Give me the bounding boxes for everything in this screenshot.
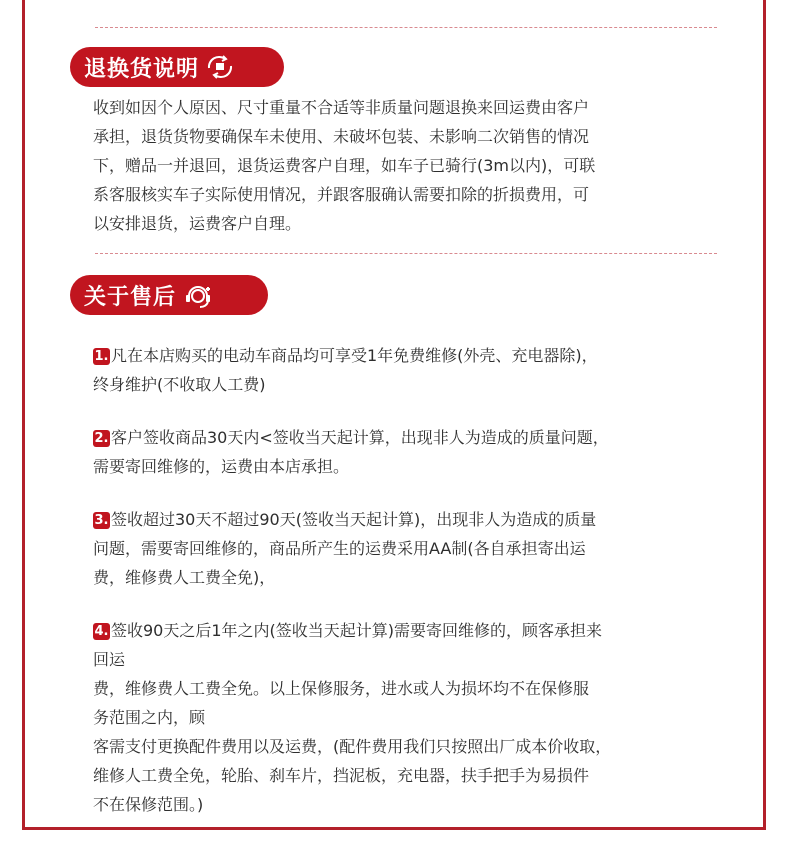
customer-service-headset-icon [182,281,214,309]
after-sales-item-2 [93,423,713,481]
returns-line: 系客服核实车子实际使用情况，并跟客服确认需要扣除的折损费用，可 [93,185,590,204]
after-sales-item-1 [93,341,713,399]
item-text: 客需支付更换配件费用以及运费，(配件费用我们只按照出厂成本价收取， [93,737,612,756]
item-text: 费，维修费人工费全免)， [93,568,276,587]
divider-middle [95,253,717,254]
item-text: 回运 [93,650,126,669]
after-sales-title: 关于售后 [84,284,177,310]
item-text: 客户签收商品30天内<签收当天起计算，出现非人为造成的质量问题， [111,428,609,447]
returns-title: 退换货说明 [84,56,200,82]
item-text: 不在保修范围。) [93,795,204,814]
item-number-badge: 4. [94,624,109,639]
returns-line: 收到如因个人原因、尺寸重量不合适等非质量问题退换来回运费由客户 [93,98,590,117]
after-sales-item-4 [93,616,713,819]
exchange-box-icon [205,54,235,80]
item-text: 签收超过30天不超过90天(签收当天起计算)，出现非人为造成的质量 [111,510,597,529]
returns-section-header [70,47,284,87]
item-number-badge: 1. [94,349,109,364]
returns-line: 以安排退货，运费客户自理。 [93,214,302,233]
divider-top [95,27,717,28]
after-sales-section-header [70,275,268,315]
item-number-badge: 2. [94,431,109,446]
returns-line: 承担，退货货物要确保车未使用、未破坏包装、未影响二次销售的情况 [93,127,590,146]
returns-paragraph [93,93,713,238]
item-text: 终身维护(不收取人工费) [93,375,266,394]
item-text: 签收90天之后1年之内(签收当天起计算)需要寄回维修的，顾客承担来 [111,621,603,640]
item-text: 问题，需要寄回维修的，商品所产生的运费采用AA制(各自承担寄出运 [93,539,586,558]
item-text: 务范围之内，顾 [93,708,206,727]
item-text: 维修人工费全免，轮胎、刹车片，挡泥板，充电器，扶手把手为易损件 [93,766,590,785]
returns-line: 下，赠品一并退回，退货运费客户自理，如车子已骑行(3m以内)，可联 [93,156,596,175]
item-text: 凡在本店购买的电动车商品均可享受1年免费维修(外壳、充电器除)， [111,346,598,365]
after-sales-item-3 [93,505,713,592]
item-text: 费，维修费人工费全免。以上保修服务，进水或人为损坏均不在保修服 [93,679,590,698]
item-number-badge: 3. [94,513,109,528]
item-text: 需要寄回维修的，运费由本店承担。 [93,457,350,476]
